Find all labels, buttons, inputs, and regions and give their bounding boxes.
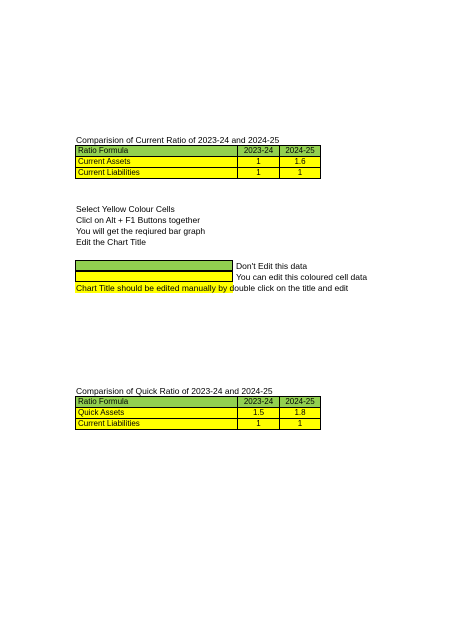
table-row: [76, 408, 321, 419]
instruction-line: Select Yellow Colour Cells: [76, 204, 175, 214]
header-cell[interactable]: 2023-24: [238, 397, 280, 408]
table-row: [76, 157, 321, 168]
yellow-legend-text: You can edit this coloured cell data: [236, 272, 368, 282]
header-cell[interactable]: 2023-24: [238, 146, 280, 157]
table-cell[interactable]: Current Liabilities: [76, 168, 238, 179]
table-cell[interactable]: Quick Assets: [76, 408, 238, 419]
quick-ratio-title: Comparision of Quick Ratio of 2023-24 and 2024-25: [76, 386, 273, 396]
table-cell[interactable]: Current Liabilities: [76, 419, 238, 430]
table-cell[interactable]: 1: [238, 157, 280, 168]
current-ratio-title: Comparision of Current Ratio of 2023-24 and 2024-25: [76, 135, 280, 145]
table-cell[interactable]: 1: [238, 168, 280, 179]
green-legend-cell: [75, 260, 233, 271]
table-cell[interactable]: 1: [280, 419, 321, 430]
quick-ratio-table: [75, 396, 321, 430]
header-cell[interactable]: 2024-25: [280, 146, 321, 157]
table-cell[interactable]: 1.8: [280, 408, 321, 419]
header-cell[interactable]: 2024-25: [280, 397, 321, 408]
green-legend-text: Don't Edit this data: [236, 261, 308, 271]
table-cell[interactable]: 1.6: [280, 157, 321, 168]
table-row: [76, 419, 321, 430]
instruction-line: Clicl on Alt + F1 Buttons together: [76, 215, 201, 225]
instruction-line: You will get the reqiured bar graph: [76, 226, 206, 236]
instruction-line: Edit the Chart Title: [76, 237, 146, 247]
table-cell[interactable]: 1.5: [238, 408, 280, 419]
table-cell[interactable]: 1: [280, 168, 321, 179]
chart-title-note: Chart Title should be edited manually by double click on the title and edit: [76, 283, 349, 293]
header-cell[interactable]: Ratio Formula: [76, 146, 238, 157]
table-header-row: [76, 146, 321, 157]
table-cell[interactable]: 1: [238, 419, 280, 430]
table-row: [76, 168, 321, 179]
header-cell[interactable]: Ratio Formula: [76, 397, 238, 408]
table-header-row: [76, 397, 321, 408]
table-cell[interactable]: Current Assets: [76, 157, 238, 168]
yellow-legend-cell: [75, 271, 233, 282]
current-ratio-table: [75, 145, 321, 179]
